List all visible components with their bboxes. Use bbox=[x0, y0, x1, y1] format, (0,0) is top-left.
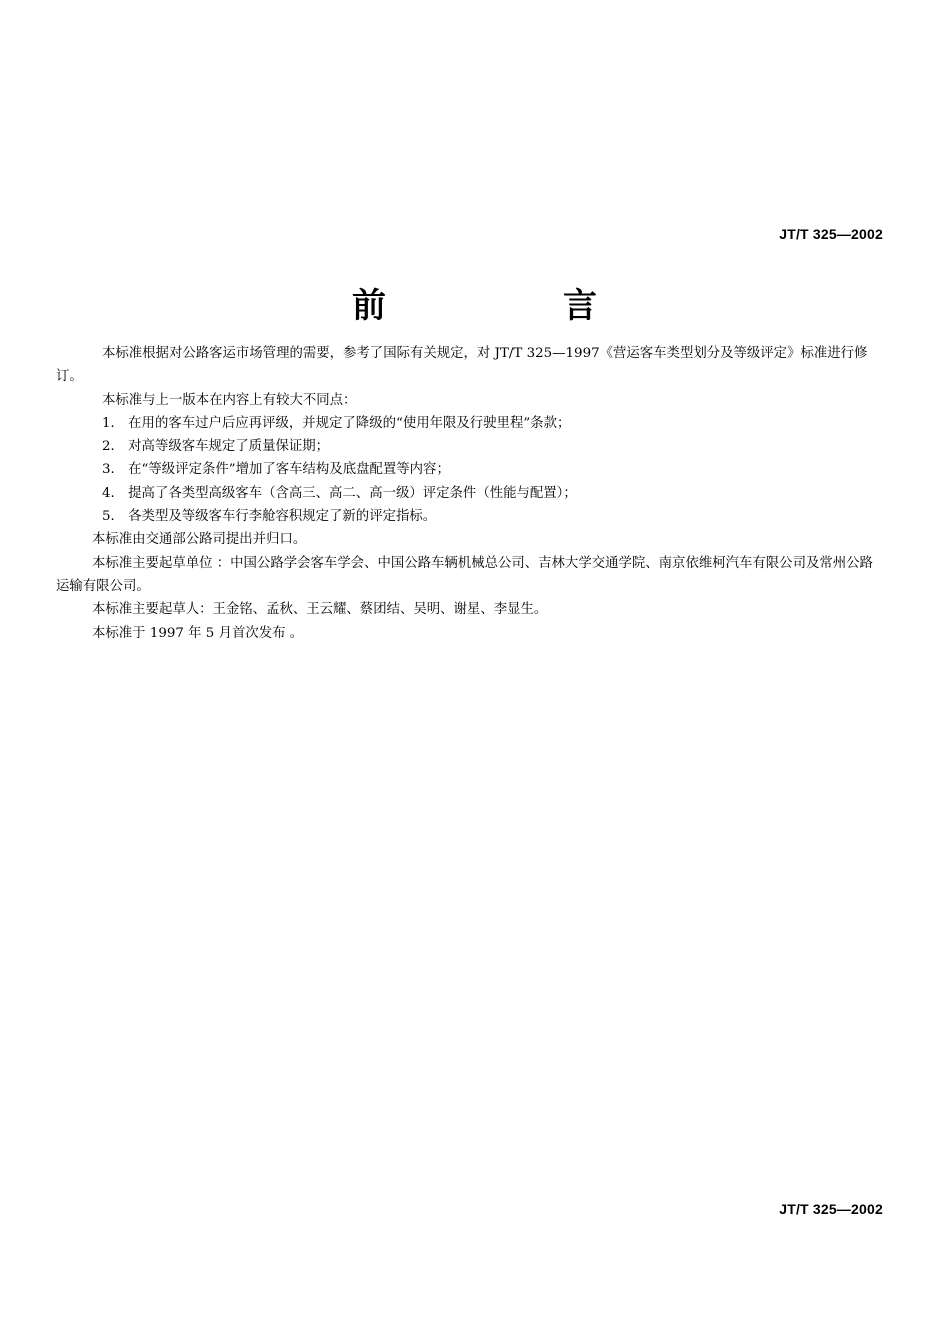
list-item: 5． 各类型及等级客车行李舱容积规定了新的评定指标。 bbox=[102, 509, 437, 525]
list-item: 1． 在用的客车过户后应再评级，并规定了降级的“使用年限及行驶里程”条款； bbox=[102, 415, 571, 431]
title-char-1: 前 bbox=[352, 286, 386, 326]
footer-standard-code: JT/T 325—2002 bbox=[779, 1201, 883, 1217]
list-item: 2． 对高等级客车规定了质量保证期； bbox=[102, 439, 330, 455]
paragraph-differences-intro: 本标准与上一版本在内容上有较大不同点： bbox=[102, 392, 357, 408]
paragraph-first-release: 本标准于 1997 年 5 月首次发布 。 bbox=[92, 625, 304, 641]
paragraph-proposer: 本标准由交通部公路司提出并归口。 bbox=[92, 532, 307, 548]
paragraph-drafters: 本标准主要起草人：王金铭、孟秋、王云耀、蔡团结、吴明、谢星、李显生。 bbox=[92, 602, 548, 618]
foreword-body bbox=[56, 342, 886, 645]
paragraph-purpose: 本标准根据对公路客运市场管理的需要，参考了国际有关规定，对 JT/T 325—1997《营运客车类型划分及等级评定》标准进行修订。 bbox=[56, 346, 868, 385]
paragraph-drafting-units: 本标准主要起草单位 ：中国公路学会客车学会、中国公路车辆机械总公司、吉林大学交通学院、南京依维柯汽车有限公司及常州公路运输有限公司。 bbox=[56, 555, 873, 594]
title-char-2: 言 bbox=[563, 286, 597, 326]
header-standard-code: JT/T 325—2002 bbox=[779, 226, 883, 242]
list-item: 3． 在“等级评定条件”增加了客车结构及底盘配置等内容； bbox=[102, 462, 450, 478]
page-title bbox=[0, 284, 950, 328]
list-item: 4． 提高了各类型高级客车（含高三、高二、高一级）评定条件（性能与配置）； bbox=[102, 485, 577, 501]
